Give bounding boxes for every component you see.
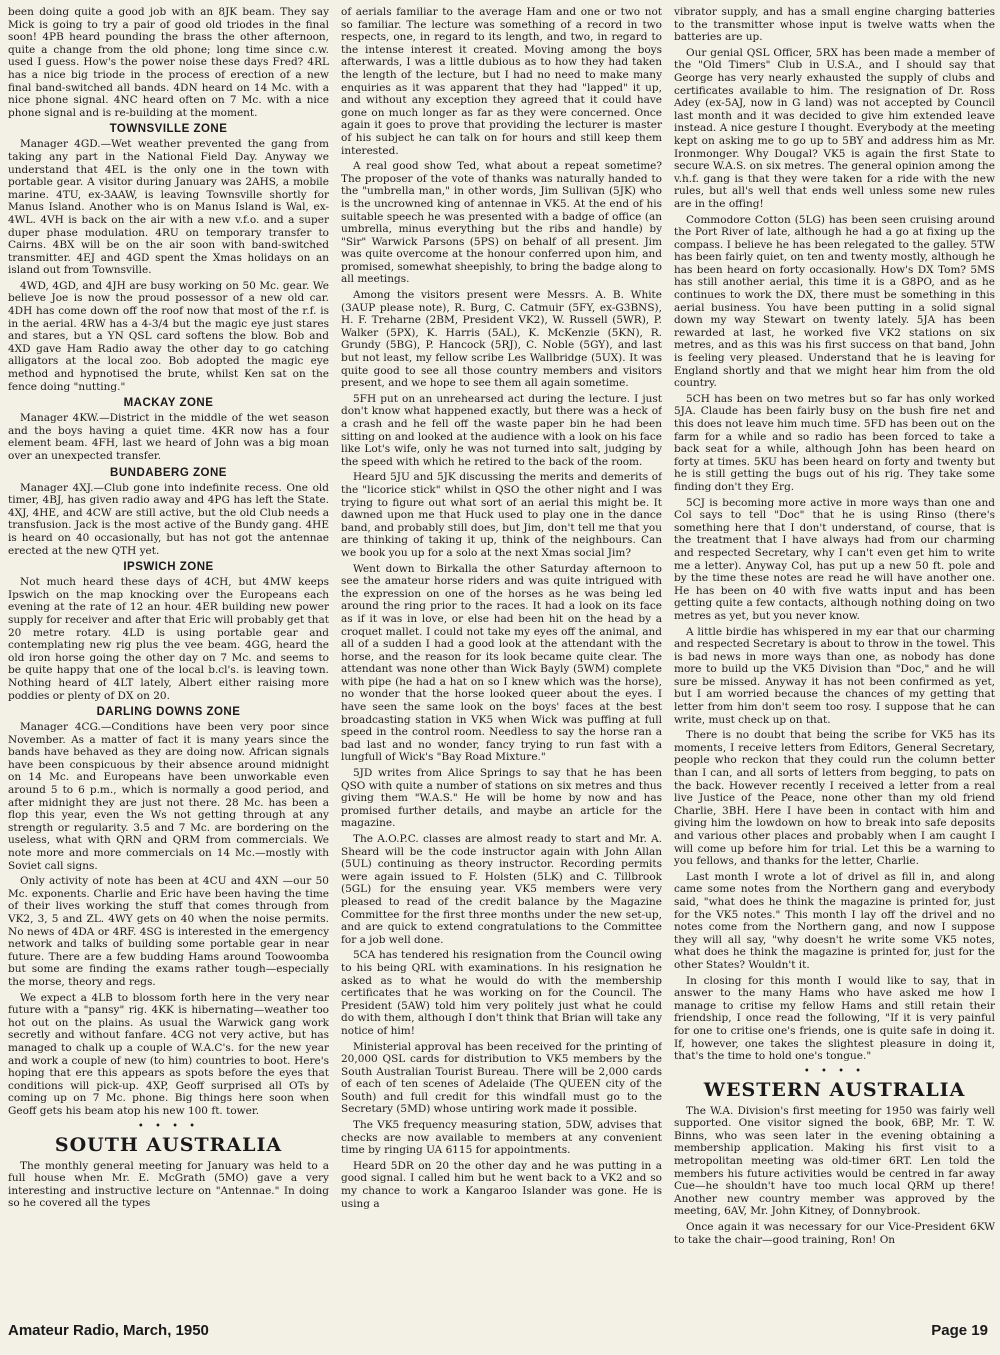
page-number: Page 19 xyxy=(931,1321,988,1339)
paragraph: Heard 5JU and 5JK discussing the merits and demerits of the "licorice stick" whilst in QSO the other night and I was trying to figure out what sort of an aerial this might be. It dawned upon me that Huck used to play one in the dance band, and probably still does, but Jim, don't tell me that you are thinking of taking it up, think of the neighbours. Can we book you up for a solo at the next Xmas social Jim? xyxy=(341,471,662,559)
page-footer xyxy=(8,1318,988,1342)
text-columns xyxy=(8,6,996,1311)
paragraph: We expect a 4LB to blossom forth here in the very near future with a "pansy" rig. 4KK is hibernating—weather too hot out on the plains. As usual the Warwick gang work secretly and without fanfare. 4CG not very active, but has managed to chalk up a couple of W.A.C's. for the new year and work a couple of new (to him) countries to boot. Here's hoping that ere this appears as spots before the eyes that conditions will pick-up. 4XP, Geoff surprised all OTs by coming up on 7 Mc. phone. Big things here soon when Geoff gets his beam atop his new 100 ft. tower. xyxy=(8,991,329,1117)
paragraph: 5CA has tendered his resignation from the Council owing to his being QRL with examinations. In his resignation he asked as to what he would do with the membership certificates that he was working on for the Council. The President (5AW) told him very politely just what he could do with them, although I don't think that Brian will take any notice of him! xyxy=(341,949,662,1037)
paragraph: Went down to Birkalla the other Saturday afternoon to see the amateur horse riders and was quite intrigued with the expression on one of the horses as he was being led around the ring prior to the races. It had a look on its face as if it was in love, or else had been hit on the head by a croquet mallet. I could not take my eyes off the animal, and all of a sudden I had a good look at the attendant with the horse, and the reason for its look became quite clear. The attendant was none other than Wick Bayly (5WM) complete with pipe (he had a hat on so I knew which was the horse), no wonder that the horse looked queer about the eyes. I have seen the same look on the boys' faces at the best broadcasting station in VK5 when Wick was puffing at full speed in the control room. Needless to say the horse ran a bad last and no wonder, fancy trying to run fast with a lungfull of Wick's "Bay Road Mixture." xyxy=(341,562,662,764)
paragraph: A little birdie has whispered in my ear that our charming and respected Secretary is about to throw in the towel. This is bad news in more ways than one, as nobody has done more to build up the VK5 Division than "Doc," and he will sure be missed. Anyway it has not been confirmed as yet, but I am worried because the chances of my getting that letter from him don't seem too rosy. I suppose that he can write, must check up on that. xyxy=(674,625,995,726)
section-divider: • • • • xyxy=(803,1065,866,1077)
heading-mackay-zone: MACKAY ZONE xyxy=(123,397,214,410)
paragraph: There is no doubt that being the scribe for VK5 has its moments, I receive letters from Editors, General Secretary, people who reckon that they could run the column better than I can, and all sorts of letters from begging, to pats on the back. However recently I received a letter from a real live Justice of the Peace, none other than my old friend Charlie, 3BH. Here I have been in contact with him and giving him the lowdown on how to break into safe deposits and various other places and probably when I am caught I will come up before him for trial. Let this be a warning to you fellows, and thanks for the letter, Charlie. xyxy=(674,729,995,868)
heading-darling-downs-zone: DARLING DOWNS ZONE xyxy=(96,706,241,719)
column-2 xyxy=(341,6,662,1311)
paragraph: 5CH has been on two metres but so far has only worked 5JA. Claude has been fairly busy on the bush fire net and this does not leave him much time. 5FD has been out on the farm for a while and so radio has been forced to take a back seat for a while, although John has been heard on forty at times. 5KU has been heard on forty and twenty but he is still getting the bugs out of his rig. They take some finding don't they Erg. xyxy=(674,392,995,493)
heading-south-australia: SOUTH AUSTRALIA xyxy=(54,1133,283,1156)
paragraph: 4WD, 4GD, and 4JH are busy working on 50 Mc. gear. We believe Joe is now the proud possessor of a new old car. 4DH has come down off the roof now that most of the r.f. is in the aerial. 4RW has a 4-3/4 but the magic eye just stares and stares, but a YN QSL card softens the blow. Bob and 4XD gave Ham Radio away the other day to go catching alligators at the local zoo. Bob adopted the magic eye method and hypnotised the brute, whilst Ken sat on the fence doing "nutting." xyxy=(8,279,329,393)
publication-info: Amateur Radio, March, 1950 xyxy=(8,1321,209,1339)
column-3 xyxy=(674,6,995,1311)
section-divider: • • • • xyxy=(137,1120,200,1132)
paragraph: Manager 4XJ.—Club gone into indefinite recess. One old timer, 4BJ, has given radio away and 4PG has left the State. 4XJ, 4HE, and 4CW are still active, but the old Club needs a transfusion. Jack is the most active of the Bundy gang. 4HE is heard on 40 occasionally, but has not got the antennae erected at the new QTH yet. xyxy=(8,481,329,557)
heading-townsville-zone: TOWNSVILLE ZONE xyxy=(109,123,228,136)
paragraph: Manager 4KW.—District in the middle of the wet season and the boys having a quiet time. 4KR now has a four element beam. 4FH, last we heard of John was a big moan over an unexpected transfer. xyxy=(8,412,329,462)
paragraph: The A.O.P.C. classes are almost ready to start and Mr. A. Sheard will be the code instructor again with John Allan (5UL) continuing as theory instructor. Recording permits were again issued to F. Holsten (5LK) and C. Tillbrook (5GL) for the ensuing year. VK5 members were very pleased to read of the credit balance by the Magazine Committee for the first three months under the new set-up, and are quick to extend congratulations to the Committee for a job well done. xyxy=(341,833,662,946)
paragraph: of aerials familiar to the average Ham and one or two not so familiar. The lecture was something of a record in two respects, one, in regard to its length, and two, in regard to the intense interest it created. Moving among the boys afterwards, I was a little dubious as to how they had taken the length of the lecture, but I had no need to make many enquiries as it was apparent that they had "lapped" it up, and without any exception they agreed that it could have gone on much longer as far as they were concerned. Once again it goes to prove that providing the lecturer is master of his subject he can talk on for hours and still keep them interested. xyxy=(341,6,662,157)
heading-western-australia: WESTERN AUSTRALIA xyxy=(703,1078,966,1101)
paragraph: Last month I wrote a lot of drivel as fill in, and along came some notes from the Northern gang and everybody said, "what does he think the magazine is printed for, just for the VK5 notes." This month I lay off the drivel and no notes come from the Northern gang, and now I suppose they will all say, "why doesn't he write some VK5 notes, what does he think the magazine is printed for, just for the other States? Wouldn't it. xyxy=(674,870,995,971)
paragraph: The monthly general meeting for January was held to a full house when Mr. E. McGrath (5MO) gave a very interesting and instructive lecture on "Antennae." In doing so he covered all the types xyxy=(8,1159,329,1210)
paragraph: 5JD writes from Alice Springs to say that he has been QSO with quite a number of stations on six metres and thus giving them "W.A.S." He will be home by now and has promised further details, and maybe an article for the magazine. xyxy=(341,767,662,830)
paragraph: Manager 4GD.—Wet weather prevented the gang from taking any part in the National Field Day. Anyway we understand that 4EL is the only one in the town with portable gear. A visitor during January was 2AHS, a mobile marine. 4TU, ex-3AAW, is leaving Townsville shortly for Manus Island. Another who is on Manus Island is Wal, ex-4WL. 4VH is back on the air with a new v.f.o. and a super duper phase modulation. 4RU on temporary transfer to Cairns. 4BX will be on the air soon with band-switched transmitter. 4EJ and 4GD spent the Xmas holidays on an island out from Townsville. xyxy=(8,138,329,277)
paragraph: Heard 5DR on 20 the other day and he was putting in a good signal. I called him but he went back to a VK2 and so my chance to work a Kangaroo Islander was gone. He is using a xyxy=(341,1159,662,1210)
paragraph: Ministerial approval has been received for the printing of 20,000 QSL cards for distribution to VK5 members by the South Australian Tourist Bureau. There will be 2,000 cards of each of ten scenes of Adelaide (The QUEEN city of the South) and full credit for this windfall must go to the Secretary (5MD) whose untiring work made it possible. xyxy=(341,1040,662,1116)
paragraph: Manager 4CG.—Conditions have been very poor since November. As a matter of fact it is many years since the bands have behaved as they are doing now. African signals have been conspicuous by their absence around midnight on 14 Mc. and Europeans have been unworkable even around 5 to 6 p.m., which is normally a good period, and after midnight they are just not there. 28 Mc. has been a flop this year, even the Ws not getting through at any strength or regularity. 3.5 and 7 Mc. are bordering on the useless, what with QRN and QRM from commercials. We note more and more commercials on 14 Mc.—mostly with Soviet call signs. xyxy=(8,721,329,872)
paragraph: The W.A. Division's first meeting for 1950 was fairly well supported. One visitor signed the book, 6BP, Mr. T. W. Binns, who was seen later in the evening obtaining a membership application. Making his first visit to a metropolitan meeting was old-timer 6RT. Len told the members his future activities would be centred in far away Cue—he shouldn't have too much local QRM up there! Another new country member was approved by the meeting, 6AV, Mr. John Kitney, of Donnybrook. xyxy=(674,1104,995,1218)
paragraph: Our genial QSL Officer, 5RX has been made a member of the "Old Timers" Club in U.S.A., and I should say that George has very nearly exhausted the supply of clubs and certificates available to him. The resignation of Dr. Ross Adey (ex-5AJ, now in G land) was not accepted by Council last month and it was decided to give him extended leave instead. A nice gesture I thought. Everybody at the meeting kept on asking me to go up to 5BY and address him as Mr. Ironmonger. Why Dougal? VK5 is again the first State to secure W.A.S. on six metres. The general opinion among the v.h.f. gang is that they were taken for a ride with the new rules, but all's well that ends well unless some new rules are in the offing! xyxy=(674,46,995,210)
heading-ipswich-zone: IPSWICH ZONE xyxy=(123,561,214,574)
paragraph: Among the visitors present were Messrs. A. B. White (3AUP please note), R. Burg, C. Catmuir (5FY, ex-G3BNS), H. F. Treharne (2BM, President VK2), W. Russell (5WR), P. Walker (5PX), K. Harris (5AL), K. McKenzie (5KN), R. Grundy (5BG), P. Hancock (5RJ), C. Noble (5GY), and last but not least, my fellow scribe Les Wallbridge (5UX). It was quite good to see all those country members and visitors present, and we hope to see them all again sometime. xyxy=(341,289,662,390)
paragraph: 5FH put on an unrehearsed act during the lecture. I just don't know what happened exactly, but there was a heck of a crash and he fell off the waste paper bin he had been sitting on and looked at the audience with a look on his face like Lot's wife, only he was not turned into salt, judging by the speed with which he retired to the back of the room. xyxy=(341,392,662,468)
paragraph: Commodore Cotton (5LG) has been seen cruising around the Port River of late, although he had a go at fixing up the compass. I believe he has been relegated to the galley. 5TW has been fairly quiet, on ten and twenty mostly, although he has been heard on forty occasionally. How's DX Tom? 5MS has still another aerial, this time it is a G8PO, and as he continues to work the DX, there must be something in this aerial business. You have been putting in a solid signal down my way Stewart on twenty lately. 5JA has been rewarded at last, he worked five VK2 stations on six metres, and as this was his first success on that band, John is feeling very pleased. Understand that he is leaving for England shortly and that we might hear him from the old country. xyxy=(674,213,995,390)
column-1 xyxy=(8,6,329,1311)
paragraph: In closing for this month I would like to say, that in answer to the many Hams who have asked me how I manage to critise my fellow Hams and still retain their friendship, I once read the following, "If it is very painful for one to critise one's friends, one is quite safe in doing it. If, however, one takes the slightest pleasure in doing it, that's the time to hold one's tongue." xyxy=(674,974,995,1063)
paragraph: been doing quite a good job with an 8JK beam. They say Mick is going to try a pair of good old triodes in the final soon! 4PB heard pounding the brass the other afternoon, quite a change from the old phone; long time since c.w. used I guess. How's the power noise these days Fred? 4RL has a nice big triode in the process of erection of a new final band-switched all bands. 4DN heard on 14 Mc. with a nice phone signal. 4NC heard often on 7 Mc. with a nice phone signal and is re-building at the moment. xyxy=(8,6,329,119)
heading-bundaberg-zone: BUNDABERG ZONE xyxy=(110,466,227,479)
paragraph: The VK5 frequency measuring station, 5DW, advises that checks are now available to members at any convenient time by ringing UA 6115 for appointments. xyxy=(341,1119,662,1157)
paragraph: Only activity of note has been at 4CU and 4XN —our 50 Mc. exponents. Charlie and Eric have been having the time of their lives working the stuff that comes through from VK2, 3, 5 and ZL. 4WY gets on 40 when the noise permits. No news of 4DA or 4RF. 4SG is interested in the emergency network and talks of building some portable gear in near future. There are a few budding Hams around Toowoomba but some are finding the exams rather tough—especially the morse, theory and regs. xyxy=(8,875,329,988)
paragraph: A real good show Ted, what about a repeat sometime? The proposer of the vote of thanks was naturally handed to the "umbrella man," in other words, Jim Sullivan (5JK) who is the uncrowned king of antennae in VK5. At the end of his suitable speech he was presented with a badge of office (an umbrella, minus everything but the ribs and handle) by "Sir" Warwick Parsons (5PS) on behalf of all present. Jim was quite overcome at the honour conferred upon him, and promised, somewhat sheepishly, to bring the badge along to all meetings. xyxy=(341,160,662,286)
paragraph: Once again it was necessary for our Vice-President 6KW to take the chair—good training, Ron! On xyxy=(674,1221,995,1246)
paragraph: Not much heard these days of 4CH, but 4MW keeps Ipswich on the map knocking over the Europeans each evening at the rate of 12 an hour. 4ER building new power supply for receiver and after that Eric will probably get that 20 metre rotary. 4LD is using portable gear and contemplating new rig plus the vee beam. 4GG, heard the old iron horse going the other day on 7 Mc. and seems to be quite happy that one of the local b.cl's. is leaving town. Nothing heard of 4LT lately, Albert either raising more poddies or plenty of DX on 20. xyxy=(8,576,329,702)
paragraph: 5CJ is becoming more active in more ways than one and Col says to tell "Doc" that he is using Rinso (there's something here that I don't understand, of course, that is the treatment that I have always had from our charming and respected Secretary, why I can't even get him to write me a letter). Anyway Col, has put up a new 50 ft. pole and by the time these notes are read he will have another one. He has been on 40 with five watts input and has been getting quite a few contacts, although nothing doing on two metres as yet, but you never know. xyxy=(674,496,995,622)
paragraph: vibrator supply, and has a small engine charging batteries to the transmitter whose input is twelve watts when the batteries are up. xyxy=(674,6,995,44)
